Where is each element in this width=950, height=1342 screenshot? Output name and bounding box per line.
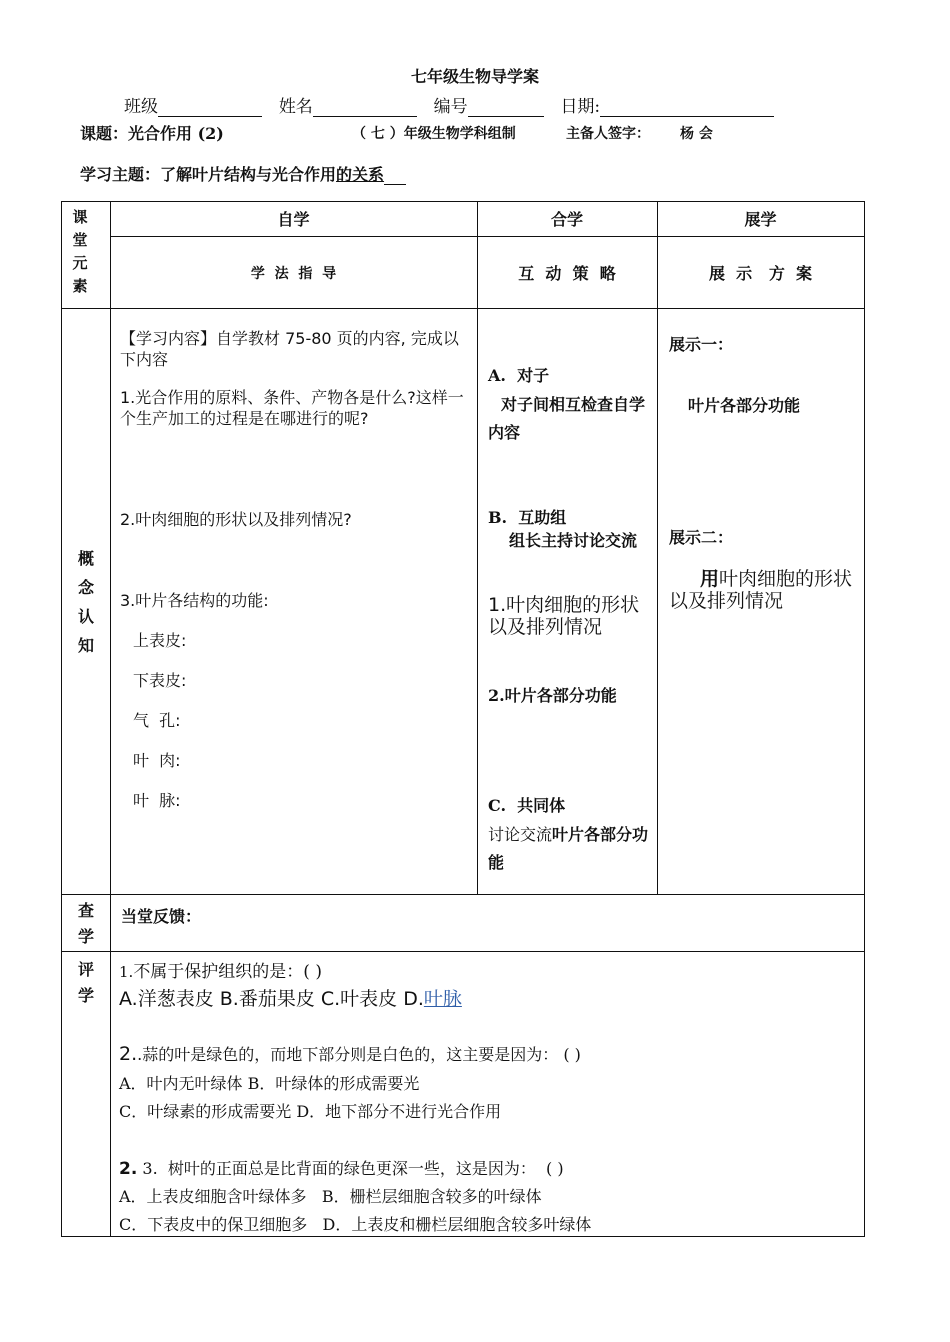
show-2-bold: 用 (700, 568, 720, 590)
preparer-label: 主备人签字： (566, 126, 650, 142)
row-label-evaluate: 评学 (77, 960, 94, 1005)
page-title: 七年级生物导学案 (410, 67, 539, 86)
lesson-topic: 课题：光合作用 (2) (80, 124, 224, 143)
class-field[interactable] (158, 98, 262, 117)
class-label: 班级 (124, 97, 158, 117)
date-field[interactable] (600, 98, 774, 117)
structure-item: 气 孔: (133, 711, 181, 730)
quiz-q2-option-line-1: A．叶内无叶绿体 B．叶绿体的形成需要光 (119, 1074, 420, 1093)
strategy-c-text (488, 821, 654, 877)
strategy-c-title: C. 共同体 (488, 796, 566, 815)
strategy-b-item-2: 2.叶片各部分功能 (488, 686, 617, 705)
structure-item: 叶 脉: (133, 791, 181, 810)
row-label-concept: 概念认知 (77, 549, 94, 655)
row-header-label: 课堂元素 (72, 208, 88, 295)
theme-label: 学习主题： (80, 165, 161, 184)
quiz-q3-option-line-1: A．上表皮细胞含叶绿体多 B．栅栏层细胞含较多的叶绿体 (119, 1187, 542, 1206)
question-3: 3.叶片各结构的功能: (120, 591, 269, 610)
quiz-q3-option-line-2: C．下表皮中的保卫细胞多 D．上表皮和栅栏层细胞含较多叶绿体 (119, 1215, 592, 1234)
quiz-q3-prefix: 2. (119, 1159, 138, 1179)
strategy-c-text-a: 讨论交流 (488, 825, 553, 844)
col-header-hexue: 合学 (550, 210, 583, 229)
structure-item: 下表皮: (133, 671, 187, 690)
number-field[interactable] (468, 98, 544, 117)
info-line (124, 92, 774, 117)
preparer-name: 杨 会 (680, 126, 713, 142)
theme-underlined: 的关系 (336, 165, 385, 184)
subject-group: （ 七 ）年级生物学科组制 (352, 126, 516, 142)
show-2-body: 叶肉细胞的形状以及排列情况 (669, 568, 853, 612)
show-2-label: 展示二： (669, 528, 734, 547)
subheader-hexue: 互 动 策 略 (518, 264, 616, 283)
structure-item: 上表皮: (133, 631, 187, 650)
quiz-q2-option-line-2: C．叶绿素的形成需要光 D．地下部分不进行光合作用 (119, 1102, 502, 1121)
quiz-q1-prefix: 1. (119, 963, 134, 981)
name-field[interactable] (313, 98, 417, 117)
col-header-zixue: 自学 (277, 210, 310, 229)
study-content: 【学习内容】自学教材 75-80 页的内容, 完成以下内容 (120, 329, 459, 369)
quiz-q1-options: A.洋葱表皮 B.番茄果皮 C.叶表皮 D.叶脉 (119, 988, 462, 1010)
theme-text: 了解叶片结构与光合作用 (160, 165, 337, 184)
feedback-label: 当堂反馈： (121, 907, 202, 926)
strategy-a-text: 对子间相互检查自学内容 (488, 395, 646, 442)
number-label: 编号 (433, 97, 468, 117)
strategy-b-title: B. 互助组 (488, 508, 567, 527)
date-label: 日期: (560, 97, 601, 117)
quiz-q2-prefix: 2. (119, 1043, 138, 1065)
show-1-label: 展示一： (669, 335, 734, 354)
subheader-zhanxue: 展 示 方 案 (709, 264, 812, 283)
strategy-b-text: 组长主持讨论交流 (509, 531, 638, 550)
strategy-b-item-1: 1.叶肉细胞的形状以及排列情况 (488, 594, 640, 638)
name-label: 姓名 (278, 97, 313, 117)
col-header-zhanxue: 展学 (744, 210, 777, 229)
show-1-text: 叶片各部分功能 (688, 396, 801, 415)
option-d-link[interactable]: 叶脉 (423, 988, 462, 1010)
learning-theme (80, 162, 406, 185)
quiz-question-2: 2..蒜的叶是绿色的，而地下部分则是白色的，这主要是因为： ( ) (119, 1043, 581, 1065)
strategy-a-title: A. 对子 (488, 366, 550, 385)
question-2: 2.叶肉细胞的形状以及排列情况? (120, 510, 352, 529)
structure-item: 叶 肉: (133, 751, 181, 770)
quiz-question-3: 2. 3. 树叶的正面总是比背面的绿色更深一些，这是因为： ( ) (119, 1159, 564, 1179)
quiz-question-1: 1.不属于保护组织的是：( ) (119, 962, 322, 982)
subheader-zixue: 学 法 指 导 (250, 266, 337, 282)
question-1: 1.光合作用的原料、条件、产物各是什么?这样一个生产加工的过程是在哪进行的呢? (120, 388, 464, 428)
row-label-check: 查学 (77, 901, 94, 946)
show-2-text (669, 568, 861, 612)
strategy-c-text-b: 叶片各部分功能 (488, 825, 649, 872)
